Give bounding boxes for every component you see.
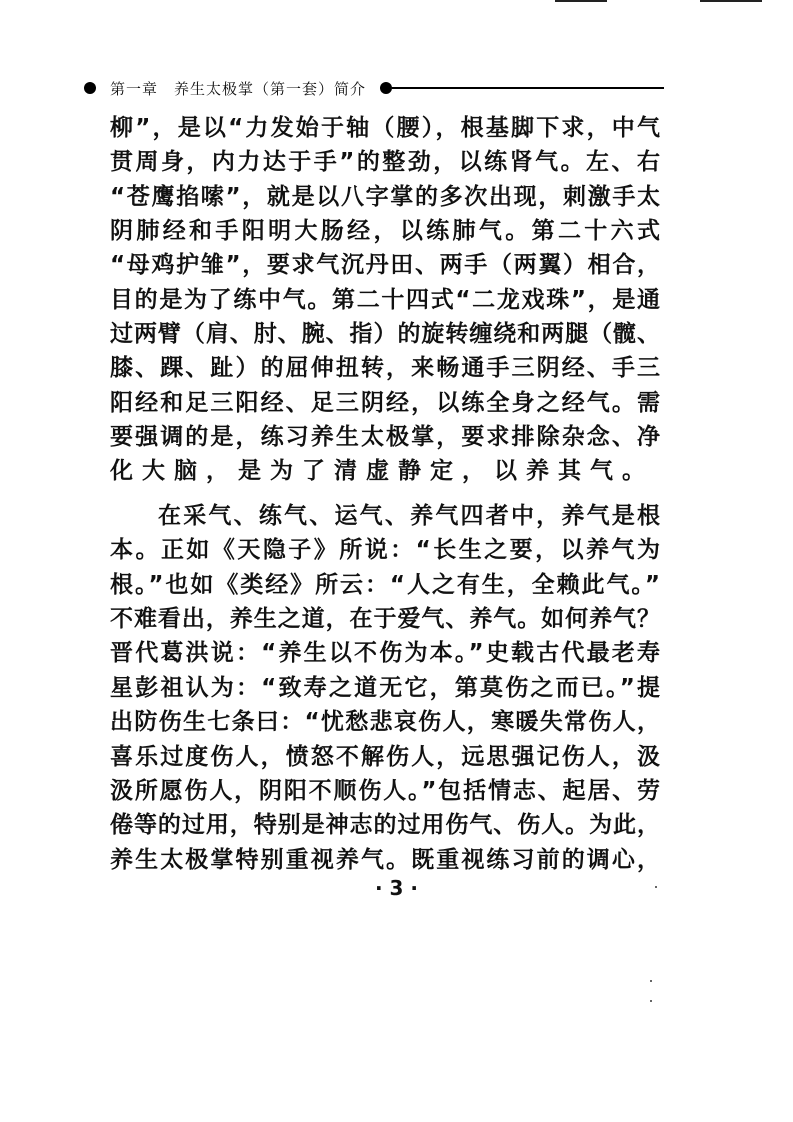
text-line: 阴肺经和手阳明大肠经，以练肺气。第二十六式 [110,218,660,244]
text-line: 星彭祖认为：“致寿之道无它，第莫伤之而已。”提 [110,675,660,701]
text-line: 倦等的过用，特别是神志的过用伤气、伤人。为此， [110,812,660,838]
text-line: 养生太极掌特别重视养气。既重视练习前的调心， [110,847,660,873]
text-line: “母鸡护雏”，要求气沉丹田、两手（两翼）相合， [110,252,660,278]
page-number: · 3 · [374,876,419,900]
text-line: 根。”也如《类经》所云：“人之有生，全赖此气。” [110,572,660,598]
header-rule [392,87,664,89]
text-line: 要强调的是，练习养生太极掌，要求排除杂念、净 [110,424,660,450]
bullet-dot-icon [84,82,96,94]
text-line: 汲所愿伤人，阴阳不顺伤人。”包括情志、起居、劳 [110,778,660,804]
scan-speck [650,1000,652,1002]
scan-speck [655,886,657,888]
text-line: 膝、踝、趾）的屈伸扭转，来畅通手三阴经、手三 [110,355,660,381]
bullet-dot-icon [380,82,392,94]
text-line: 过两臂（肩、肘、腕、指）的旋转缠绕和两腿（髋、 [110,321,660,347]
text-line: 晋代葛洪说：“养生以不伤为本。”史载古代最老寿 [110,640,660,666]
text-line: “苍鹰掐嗦”，就是以八字掌的多次出现，刺激手太 [110,184,660,210]
scan-edge-mark [700,0,762,2]
text-line: 阳经和足三阳经、足三阴经，以练全身之经气。需 [110,390,660,416]
scan-edge-mark [555,0,607,2]
running-title: 第一章 养生太极掌（第一套）简介 [110,79,367,98]
text-line: 出防伤生七条曰：“忧愁悲哀伤人，寒暖失常伤人， [110,709,660,735]
text-line: 贯周身，内力达于手”的整劲，以练肾气。左、右 [110,149,660,175]
text-line: 柳”，是以“力发始于轴（腰），根基脚下求，中气 [110,115,660,141]
running-header [84,76,664,100]
text-line: 喜乐过度伤人，愤怒不解伤人，远思强记伤人，汲 [110,744,660,770]
text-line: 化大脑，是为了清虚静定，以养其气。 [110,458,654,484]
text-line: 在采气、练气、运气、养气四者中，养气是根 [158,503,660,529]
scan-speck [650,980,652,982]
text-line: 目的是为了练中气。第二十四式“二龙戏珠”，是通 [110,287,660,313]
text-line: 不难看出，养生之道，在于爱气、养气。如何养气？ [110,606,660,632]
text-line: 本。正如《天隐子》所说：“长生之要，以养气为 [110,537,660,563]
